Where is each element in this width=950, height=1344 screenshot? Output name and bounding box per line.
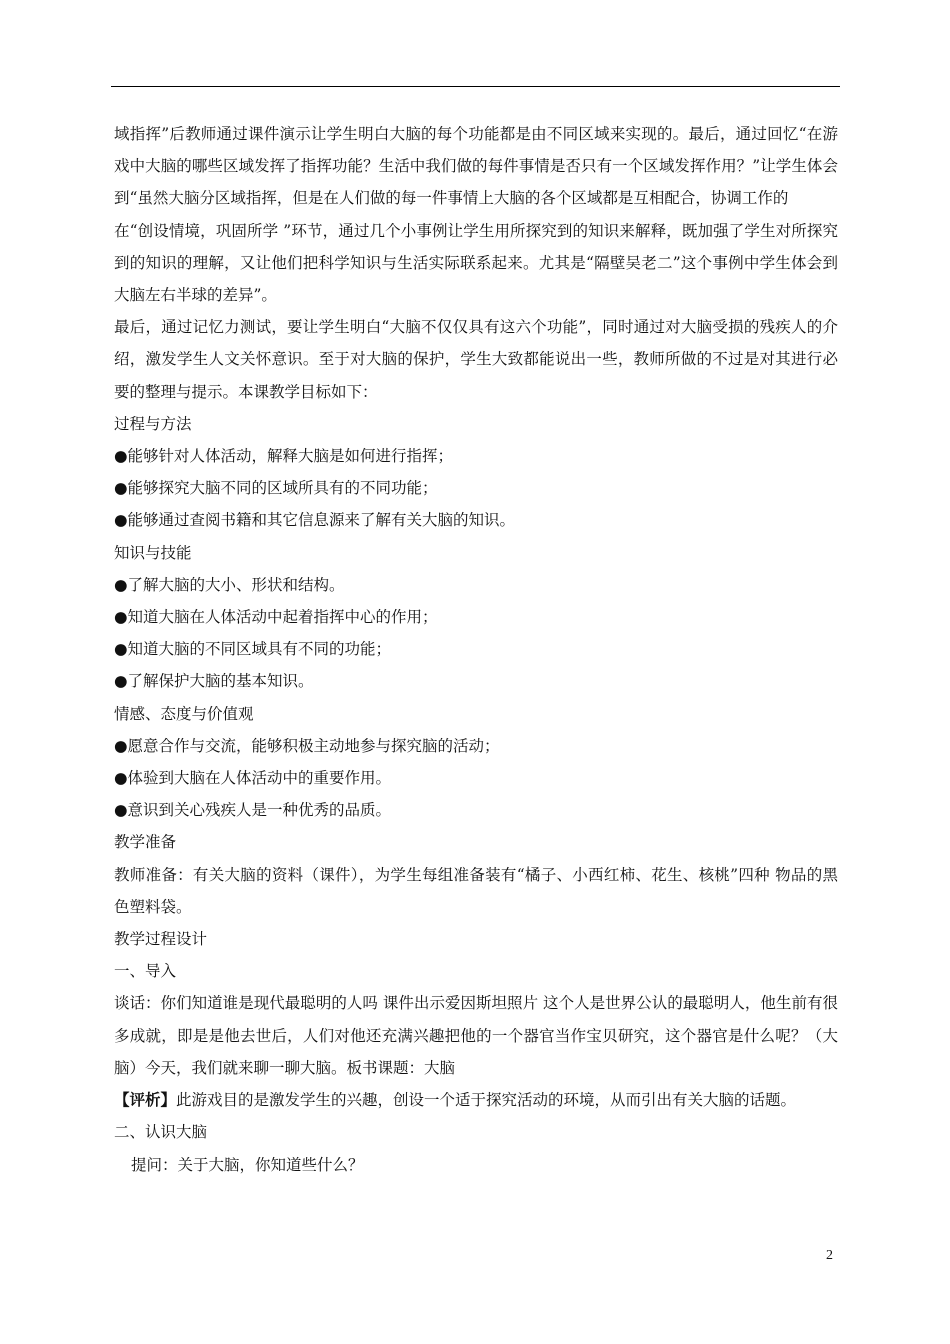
header-rule <box>111 86 840 87</box>
paragraph-comment <box>114 1084 838 1116</box>
page-number: 2 <box>826 1248 833 1263</box>
heading-introduction: 一、导入 <box>114 962 177 981</box>
paragraph-conversation: 谈话：你们知道谁是现代最聪明的人吗 课件出示爱因斯坦照片 这个人是世界公认的最聪明人，他生前有很多成就，即是是他去世后，人们对他还充满兴趣把他的一个器官当作宝贝研究，这个器官是什么呢？（大脑）今天，我们就来聊一聊大脑。板书课题：大脑 <box>114 994 838 1077</box>
bullet-item: ●能够探究大脑不同的区域所具有的不同功能； <box>114 479 438 498</box>
heading-process-design: 教学过程设计 <box>114 930 208 949</box>
paragraph-teacher-preparation: 教师准备：有关大脑的资料（课件），为学生每组准备装有“橘子、小西红柿、花生、核桃”四种 物品的黑色塑料袋。 <box>114 865 838 916</box>
comment-tag: 【评析】 <box>114 1090 177 1110</box>
bullet-item: ●愿意合作与交流，能够积极主动地参与探究脑的活动； <box>114 736 500 755</box>
heading-teaching-preparation: 教学准备 <box>114 833 177 852</box>
bullet-item: ●了解大脑的大小、形状和结构。 <box>114 575 345 594</box>
paragraph-memory-test: 最后，通过记忆力测试，要让学生明白“大脑不仅仅具有这六个功能”，同时通过对大脑受损的残疾人的介绍，激发学生人文关怀意识。至于对大脑的保护，学生大致都能说出一些，教师所做的不过是对其进行必要的整理与提示。本课教学目标如下： <box>114 318 838 401</box>
page-body <box>114 118 838 1181</box>
comment-text: 此游戏目的是激发学生的兴趣，创设一个适于探究活动的环境，从而引出有关大脑的话题。 <box>176 1091 797 1110</box>
paragraph-design-summary: 域指挥”后教师通过课件演示让学生明白大脑的每个功能都是由不同区域来实现的。最后，通过回忆“在游戏中大脑的哪些区域发挥了指挥功能？生活中我们做的每件事情是否只有一个区域发挥作用？”让学生体会到“虽然大脑分区域指挥，但是在人们做的每一件事情上大脑的各个区域都是互相配合，协调工作的 <box>114 125 838 208</box>
heading-attitude-values: 情感、态度与价值观 <box>114 704 254 723</box>
paragraph-question: 提问：关于大脑，你知道些什么？ <box>131 1155 364 1174</box>
bullet-item: ●意识到关心残疾人是一种优秀的品质。 <box>114 801 392 820</box>
heading-knowledge-skills: 知识与技能 <box>114 543 192 562</box>
bullet-item: ●能够通过查阅书籍和其它信息源来了解有关大脑的知识。 <box>114 511 516 530</box>
bullet-item: ●知道大脑的不同区域具有不同的功能； <box>114 640 392 659</box>
paragraph-scenario: 在“创设情境，巩固所学 ”环节，通过几个小事例让学生用所探究到的知识来解释，既加强了学生对所探究到的知识的理解，又让他们把科学知识与生活实际联系起来。尤其是“隔壁吴老二”这个事例中学生体会到大脑左右半球的差异”。 <box>114 221 838 305</box>
heading-process-method: 过程与方法 <box>114 414 192 433</box>
bullet-item: ●知道大脑在人体活动中起着指挥中心的作用； <box>114 608 438 627</box>
bullet-item: ●了解保护大脑的基本知识。 <box>114 672 314 691</box>
heading-know-brain: 二、认识大脑 <box>114 1123 208 1142</box>
bullet-item: ●能够针对人体活动，解释大脑是如何进行指挥； <box>114 447 454 466</box>
bullet-item: ●体验到大脑在人体活动中的重要作用。 <box>114 769 392 788</box>
